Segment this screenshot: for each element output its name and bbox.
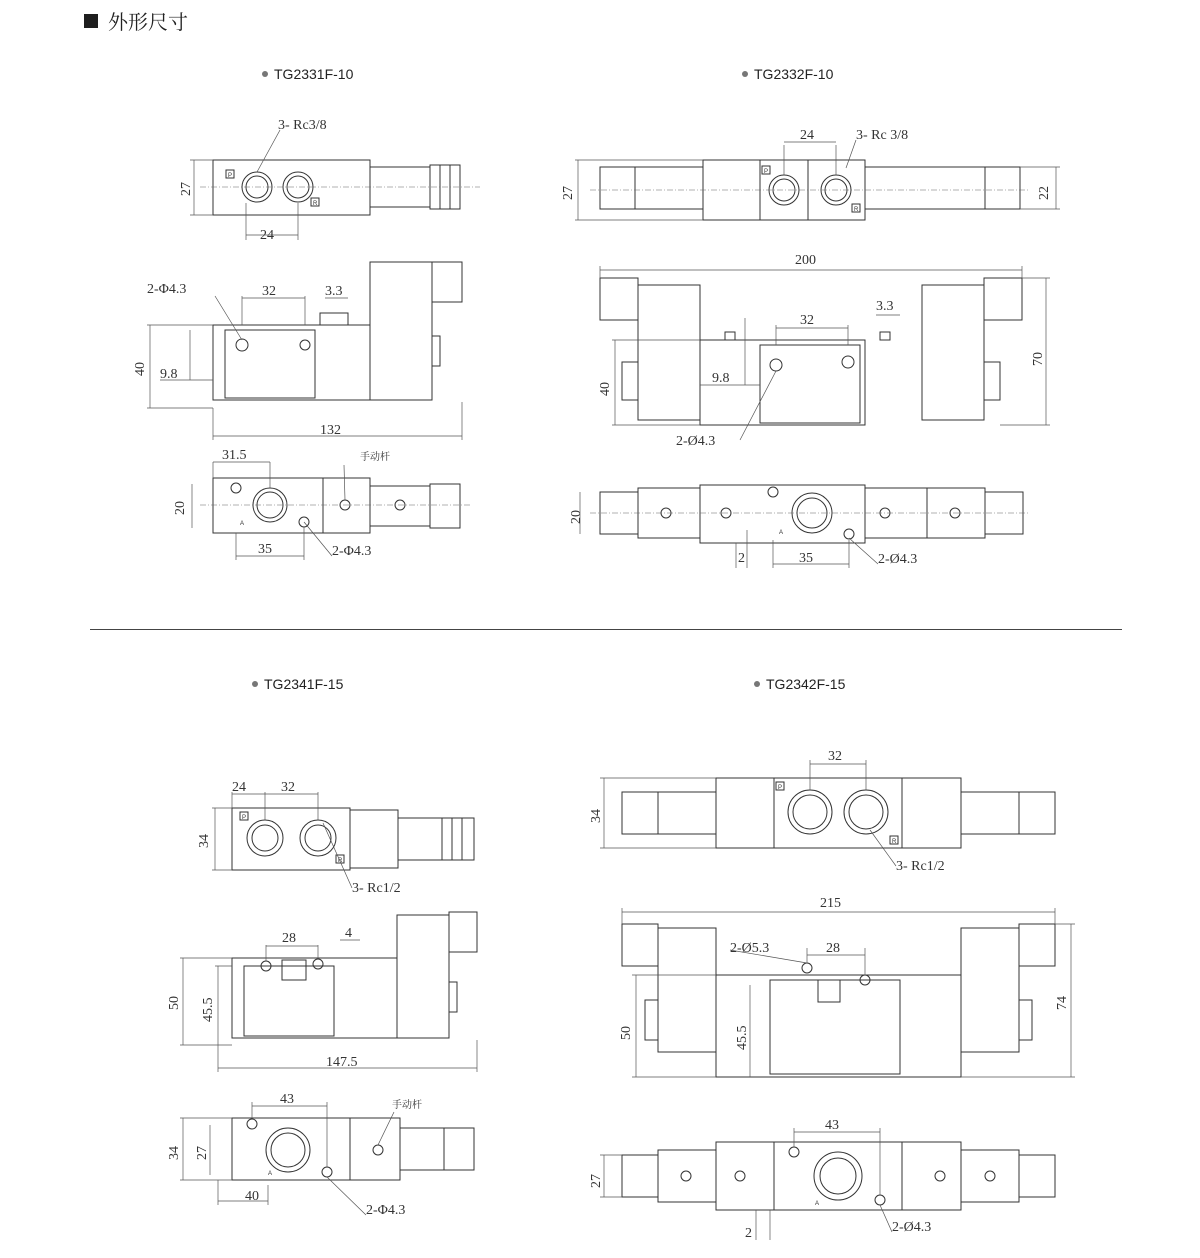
label-o43-c: 2-Ø4.3 bbox=[892, 1220, 932, 1235]
dim-28: 28 bbox=[282, 931, 296, 946]
dim-31-5: 31.5 bbox=[222, 448, 247, 463]
dim-28-b: 28 bbox=[826, 941, 840, 956]
port-p: P bbox=[228, 173, 233, 179]
port-r-b: R bbox=[854, 207, 859, 213]
dim-22: 22 bbox=[1037, 186, 1052, 200]
dim-34-c: 34 bbox=[589, 809, 604, 823]
dim-200: 200 bbox=[795, 253, 816, 268]
label-o53: 2-Ø5.3 bbox=[730, 941, 770, 956]
dim-35-b: 35 bbox=[799, 551, 813, 566]
dim-9-8-b: 9.8 bbox=[712, 371, 730, 386]
label-rc12: 3- Rc1/2 bbox=[352, 881, 401, 896]
port-a-c: A bbox=[268, 1171, 273, 1177]
dim-2-b: 2 bbox=[745, 1226, 752, 1241]
dim-45-5: 45.5 bbox=[201, 997, 216, 1022]
dim-45-5-b: 45.5 bbox=[735, 1025, 750, 1050]
dim-2: 2 bbox=[738, 551, 745, 566]
label-manual-lever: 手动杆 bbox=[360, 452, 390, 463]
port-a-d: A bbox=[815, 1201, 820, 1207]
dim-24: 24 bbox=[260, 228, 274, 243]
dim-43-b: 43 bbox=[825, 1118, 839, 1133]
port-a-b: A bbox=[779, 530, 784, 536]
dim-32-c: 32 bbox=[281, 780, 295, 795]
dim-3-3-b: 3.3 bbox=[876, 299, 894, 314]
dim-32-b: 32 bbox=[800, 313, 814, 328]
dim-132: 132 bbox=[320, 423, 341, 438]
tg2331f-bottom-view bbox=[173, 448, 470, 560]
label-phi43: 2-Φ4.3 bbox=[147, 282, 187, 297]
label-manual-lever-b: 手动杆 bbox=[392, 1100, 422, 1111]
tg2342f-bottom-view bbox=[589, 1118, 1055, 1241]
label-rc38-b: 3- Rc 3/8 bbox=[856, 128, 909, 143]
port-r-d: R bbox=[892, 839, 897, 845]
tg2332f-front-view bbox=[598, 253, 1050, 449]
model-label-tg2331f: TG2331F-10 bbox=[262, 66, 353, 82]
model-label-tg2332f: TG2332F-10 bbox=[742, 66, 833, 82]
dim-40-b: 40 bbox=[598, 382, 613, 396]
tg2332f-bottom-view bbox=[569, 485, 1030, 568]
dim-43: 43 bbox=[280, 1092, 294, 1107]
port-p-d: P bbox=[778, 785, 783, 791]
model-label-tg2341f: TG2341F-15 bbox=[252, 676, 343, 692]
dim-40: 40 bbox=[133, 362, 148, 376]
label-phi43-b: 2-Φ4.3 bbox=[332, 544, 372, 559]
dim-27: 27 bbox=[179, 182, 194, 196]
dim-32-d: 32 bbox=[828, 749, 842, 764]
dim-50: 50 bbox=[167, 996, 182, 1010]
dim-147-5: 147.5 bbox=[326, 1055, 358, 1070]
dim-27-d: 27 bbox=[589, 1174, 604, 1188]
dim-24-c: 24 bbox=[232, 780, 246, 795]
port-p-b: P bbox=[764, 169, 769, 175]
label-rc38: 3- Rc3/8 bbox=[278, 118, 327, 133]
port-r: R bbox=[313, 201, 318, 207]
dim-9-8: 9.8 bbox=[160, 367, 178, 382]
tg2331f-front-view bbox=[133, 262, 462, 440]
dim-74: 74 bbox=[1055, 996, 1070, 1010]
dim-70: 70 bbox=[1031, 352, 1046, 366]
port-a: A bbox=[240, 521, 245, 527]
dim-3-3: 3.3 bbox=[325, 284, 343, 299]
dim-24-b: 24 bbox=[800, 128, 814, 143]
dim-27-c: 27 bbox=[195, 1146, 210, 1160]
section-title: 外形尺寸 bbox=[108, 10, 188, 34]
tg2331f-top-view bbox=[179, 118, 480, 243]
dim-34-b: 34 bbox=[167, 1146, 182, 1160]
dim-34: 34 bbox=[197, 834, 212, 848]
tg2341f-top-view bbox=[197, 780, 474, 896]
label-o43: 2-Ø4.3 bbox=[676, 434, 716, 449]
tg2342f-top-view bbox=[589, 749, 1055, 874]
label-rc12-b: 3- Rc1/2 bbox=[896, 859, 945, 874]
dim-20-b: 20 bbox=[569, 510, 584, 524]
dim-20: 20 bbox=[173, 501, 188, 515]
dim-215: 215 bbox=[820, 896, 841, 911]
port-p-c: P bbox=[242, 815, 247, 821]
dim-27-b: 27 bbox=[561, 186, 576, 200]
tg2332f-top-view bbox=[561, 128, 1060, 220]
dim-35: 35 bbox=[258, 542, 272, 557]
model-label-tg2342f: TG2342F-15 bbox=[754, 676, 845, 692]
dim-50-b: 50 bbox=[619, 1026, 634, 1040]
tg2342f-front-view bbox=[619, 896, 1075, 1077]
label-o43-b: 2-Ø4.3 bbox=[878, 552, 918, 567]
tg2341f-bottom-view bbox=[167, 1092, 474, 1218]
dim-40-c: 40 bbox=[245, 1189, 259, 1204]
tg2341f-front-view bbox=[167, 912, 477, 1072]
dim-32: 32 bbox=[262, 284, 276, 299]
dim-4: 4 bbox=[345, 926, 352, 941]
port-r-c: R bbox=[338, 858, 343, 864]
label-phi43-c: 2-Φ4.3 bbox=[366, 1203, 406, 1218]
